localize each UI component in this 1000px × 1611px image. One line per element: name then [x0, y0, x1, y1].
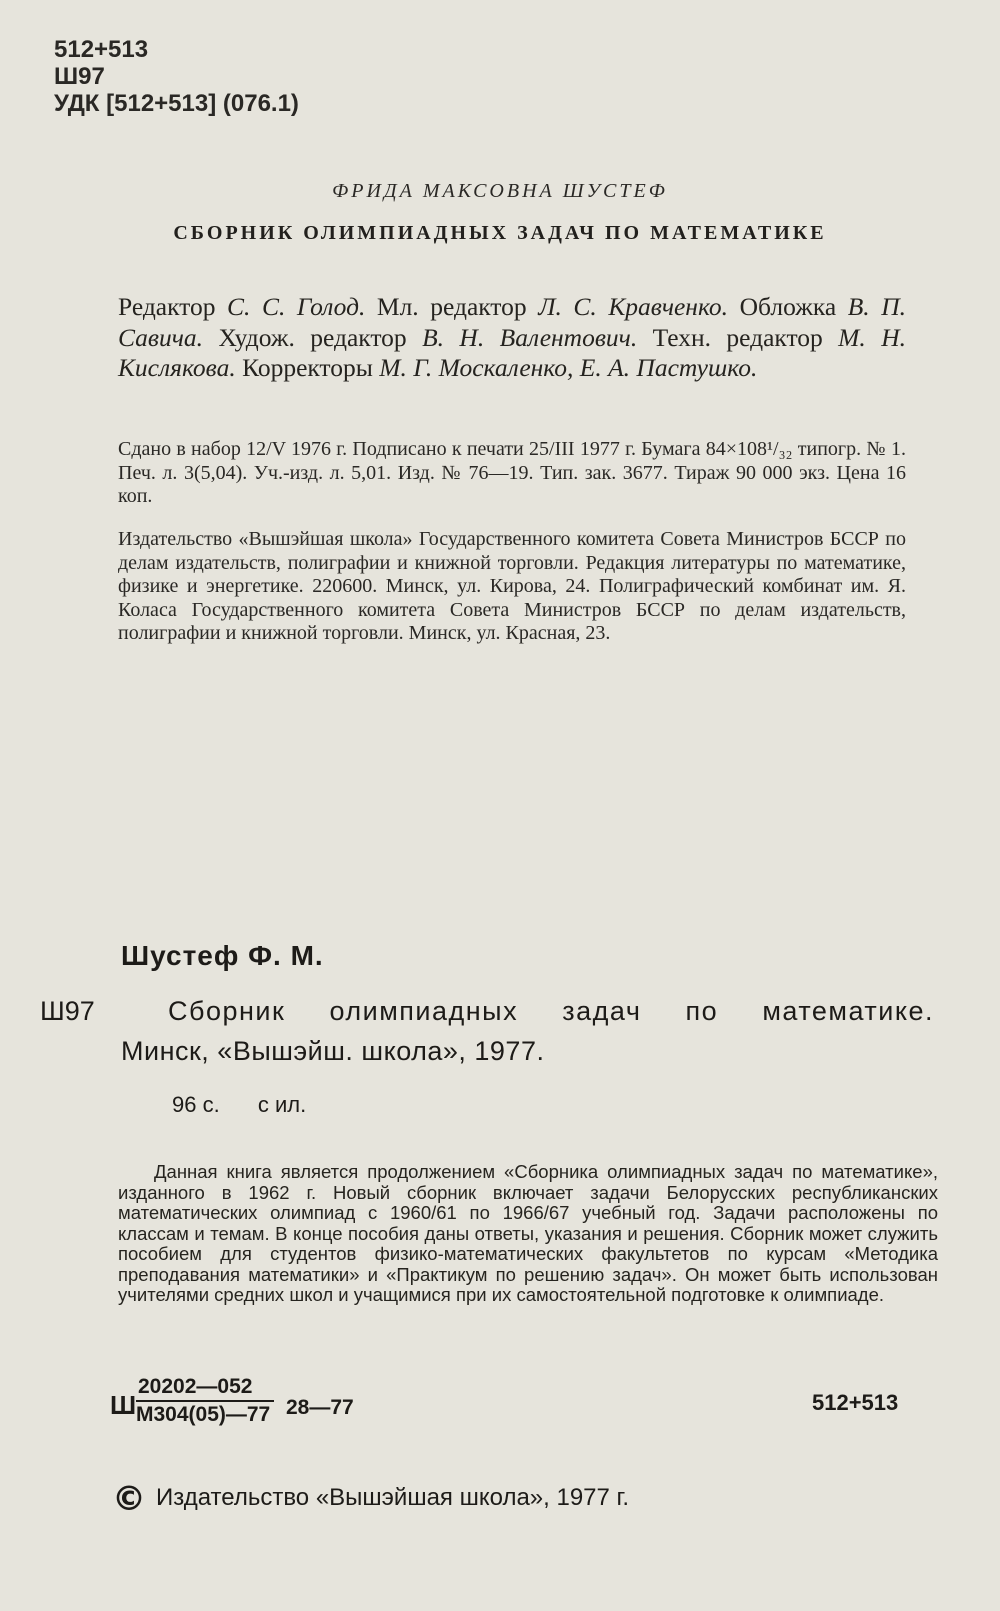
proofreaders-label: Корректоры: [242, 353, 373, 382]
tech-editor-label: Техн. редактор: [652, 322, 823, 352]
proofreaders-names: М. Г. Москаленко, Е. А. Пастушко.: [379, 353, 758, 382]
jr-editor-name: Л. С. Кравченко.: [538, 292, 729, 321]
bbk-code-bottom: 512+513: [812, 1390, 899, 1415]
book-title: СБОРНИК ОЛИМПИАДНЫХ ЗАДАЧ ПО МАТЕМАТИКЕ: [173, 222, 827, 244]
publisher-index-fraction: [136, 1374, 274, 1428]
bib-author: Шустеф Ф. М.: [121, 940, 324, 971]
bib-title: Сборник олимпиадных задач по математике.: [168, 996, 934, 1026]
editor-name: С. С. Голод.: [227, 292, 366, 321]
author-mark: Ш97: [54, 63, 105, 90]
bib-author-mark: Ш97: [40, 996, 95, 1026]
bbk-code: 512+513: [54, 36, 149, 63]
page-count: 96 с.: [172, 1092, 220, 1117]
jr-editor-label: Мл. редактор: [376, 292, 527, 321]
art-editor-name: В. Н. Валентович.: [422, 322, 638, 352]
udk-code: УДК [512+513] (076.1): [54, 90, 299, 117]
index-tail: 28—77: [286, 1396, 354, 1419]
copyright-line: Издательство «Вышэйшая школа», 1977 г.: [156, 1484, 630, 1511]
publisher-details: Издательство «Вышэйшая школа» Государственного комитета Совета Министров БССР по делам издательств, полиграфии и книжной торговли. Редакция литературы по математике, физике и энергетике. 220600. Минск, ул. Кирова, 24. Полиграфический комбинат им. Я. Коласа Государственного комитета Совета Министров БССР по делам издательств, полиграфии и книжной торговли. Минск, ул. Красная, 23.: [118, 528, 906, 644]
art-editor-label: Худож. редактор: [218, 322, 407, 352]
illustrations-note: с ил.: [257, 1092, 307, 1117]
fraction-denominator: М304(05)—77: [136, 1400, 274, 1428]
bib-extent: [172, 1092, 306, 1118]
print-details: Сдано в набор 12/V 1976 г. Подписано к печати 25/III 1977 г. Бумага 84×108¹/₃₂ типогр. № 1. Печ. л. 3(5,04). Уч.-изд. л. 5,01. Изд. № 76—19. Тип. зак. 3677. Тираж 90 000 экз. Цена 16 коп.: [118, 438, 906, 507]
cover-artist: В. П. Савича.: [118, 292, 907, 352]
copyright-icon: ©: [112, 1479, 146, 1519]
editorial-staff: [118, 292, 906, 384]
bib-imprint: Минск, «Вышэйш. школа», 1977.: [121, 1036, 545, 1066]
fraction-numerator: 20202—052: [138, 1375, 253, 1398]
classification-codes: [54, 36, 299, 117]
cover-label: Обложка: [739, 292, 837, 321]
author-full-name: ФРИДА МАКСОВНА ШУСТЕФ: [332, 180, 668, 202]
editor-label: Редактор: [118, 292, 216, 321]
tech-editor-name: М. Н. Кислякова.: [118, 322, 906, 382]
index-letter: Ш: [110, 1390, 137, 1420]
book-annotation: Данная книга является продолжением «Сборника олимпиадных задач по математике», изданного в 1962 г. Новый сборник включает задачи Белорусских республиканских математических олимпиад с 1960/61 по 1966/67 учебный год. Задачи расположены по классам и темам. В конце пособия даны ответы, указания и решения. Сборник может служить пособием для студентов физико-математических факультетов по курсам «Методика преподавания математики» и «Практикум по решению задач». Он может быть использован учителями средних школ и учащимися при их самостоятельной подготовке к олимпиаде.: [118, 1161, 938, 1305]
